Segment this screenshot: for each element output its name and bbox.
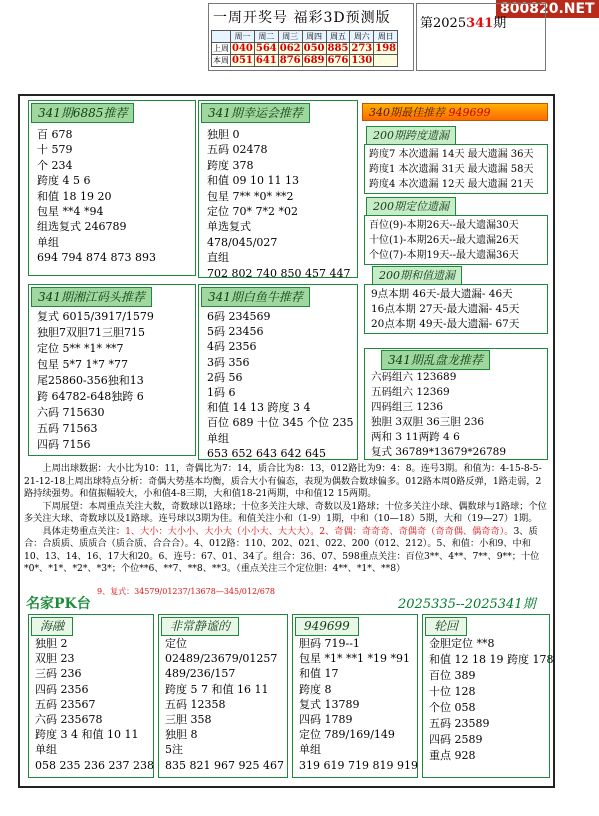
box-title: 非常静谧的 — [161, 617, 239, 636]
draw-number: 676 — [327, 55, 349, 66]
draw-number: 050 — [303, 43, 325, 54]
box-title: 341期幸运会推荐 — [201, 103, 310, 123]
day-header: 周日 — [374, 31, 398, 43]
draw-number: 062 — [279, 43, 301, 54]
site-watermark: 800820.NET — [496, 0, 599, 18]
box-content: 跨度7 本次遗漏 14天 最大遗漏 36天 跨度1 本次遗漏 31天 最大遗漏 58天 跨度4 本次遗漏 12天 最大遗漏 21天 — [369, 149, 534, 190]
day-header: 周六 — [350, 31, 374, 43]
pos-missing-title: 200期定位遗漏 — [366, 197, 456, 216]
draw-number: 689 — [303, 55, 325, 66]
recommend-box-lucky — [198, 100, 358, 278]
box-title: 341期湘江码头推荐 — [31, 287, 152, 307]
day-header: 周三 — [278, 31, 302, 43]
brand-label: 名家PK台 — [26, 596, 91, 612]
box-title: 341期6885推荐 — [31, 103, 134, 123]
recommend-box-xiangjiang — [28, 284, 196, 456]
table-row — [212, 31, 398, 43]
row-label: 上周 — [213, 44, 229, 53]
day-header: 周四 — [302, 31, 326, 43]
bottom-box-949699 — [292, 614, 418, 778]
weekly-draw-title: 一周开奖号 福彩3D预测版 — [213, 10, 391, 26]
box-content: 9点本期 46天-最大遗漏- 46天 16点本期 27天-最大遗漏- 45天 20点本期 49天-最大遗漏- 67天 — [371, 288, 520, 330]
weekly-draw-panel — [208, 3, 414, 71]
box-content: 百 678 十 579 个 234 跨度 4 5 6 和值 18 19 20 包星 **4 *94 组选复式 246789 单组 694 794 874 873 893 — [37, 128, 156, 265]
box-title: 海融 — [31, 617, 73, 636]
draw-number: 130 — [351, 55, 373, 66]
draw-number — [374, 55, 398, 67]
day-header: 周五 — [326, 31, 350, 43]
draw-number: 885 — [327, 43, 349, 54]
table-row — [212, 55, 398, 67]
span-missing-box — [364, 144, 548, 194]
box-title: 341期乱盘龙推荐 — [381, 350, 490, 370]
box-content: 定位 02489/23679/01257 489/236/157 跨度 5 7 和值 16 11 五码 12358 三胆 358 独胆 8 5注 835 821 967 925 467 — [165, 637, 284, 772]
table-row — [212, 43, 398, 55]
recommend-box-baiyu — [198, 284, 358, 460]
day-header: 周一 — [231, 31, 255, 43]
bottom-box-jingmi — [158, 614, 288, 778]
draw-number: 040 — [232, 43, 253, 54]
recommend-box-6885 — [28, 100, 196, 276]
draw-number: 564 — [255, 43, 277, 54]
key-trends: 具体走势重点关注：1、大小：大小小、大小大（小小大、大大大）。2、奇偶：奇奇奇、奇偶奇（奇奇偶、偶奇奇）。3、质合：合质质、质质合（质合质、合合合）。4、012路：110、202、021、022、200（012、212）。5、和值：小和9、中和10、13、14、16、17大和20。6、连号：67、01、34了。组合：36、07、598重点关注：百位3**、4**、7**、9**；十位*0*、*1*、*2*、*3*；个位**6、**7、**8、**3。（重点关注三个定位胆：4**、*1*、**8） — [24, 525, 540, 574]
sum-missing-title: 200期和值遗漏 — [372, 266, 462, 285]
draw-number: 273 — [351, 43, 373, 54]
box-content: 独胆 2 双胆 23 三码 236 四码 2356 五码 23567 六码 235678 跨度 3 4 和值 10 11 单组 058 235 236 237 238 — [35, 637, 154, 772]
draw-number: 051 — [232, 55, 253, 66]
day-header: 周二 — [254, 31, 278, 43]
box-title: 341期白鱼牛推荐 — [201, 287, 310, 307]
draw-number: 641 — [255, 55, 277, 66]
period-range: 2025335--2025341期 — [398, 597, 536, 612]
box-title: 轮回 — [425, 617, 467, 636]
pos-missing-box — [364, 215, 548, 265]
bottom-box-hairong — [28, 614, 154, 778]
box-content: 复式 6015/3917/1579 独胆7双胆71三胆715 定位 5** *1* **7 包星 5*7 1*7 *77 尾25860-356独和13 跨 64782-648独跨 6 六码 715630 五码 71563 四码 7156 — [37, 310, 154, 451]
analysis-text — [24, 463, 549, 576]
box-title: 949699 — [295, 617, 359, 636]
span-missing-title: 200期跨度遗漏 — [366, 126, 456, 145]
best-recommend-title: 340期最佳推荐 949699 — [362, 103, 548, 121]
dragon-recommend-box — [364, 348, 548, 460]
box-content: 胆码 719--1 包星 *1* **1 *19 *91 和值 17 跨度 8 复式 13789 四码 1789 定位 789/169/149 单组 319 619 719 819 919 — [299, 637, 418, 772]
box-content: 金胆定位 **8 和值 12 18 19 跨度 178 百位 389 十位 128 个位 058 五码 23589 四码 2589 重点 928 — [429, 637, 554, 762]
compound-line: 9、复式：34579/01237/13678—345/012/678 — [97, 587, 276, 596]
draw-number: 198 — [375, 43, 397, 54]
box-content: 六码组六 123689 五码组六 12369 四码组三 1236 独胆 3双胆 36三胆 236 两和 3 11两跨 4 6 复式 36789*13679*26789 — [371, 371, 507, 458]
draw-number: 876 — [279, 55, 301, 66]
issue-number: 第2025341期 — [420, 16, 507, 31]
box-content: 百位(9)-本期26天--最大遗漏30天 十位(1)-本期26天--最大遗漏26天 个位(7)-本期19天--最大遗漏36天 — [369, 220, 519, 261]
box-content: 6码 234569 5码 23456 4码 2356 3码 356 2码 56 1码 6 和值 14 13 跨度 3 4 百位 689 十位 345 个位 235 单组 653 652 643 642 645 — [207, 310, 354, 460]
next-week-outlook: 下周展望：本周重点关注大数，奇数球以1路球；十位多关注大球、奇数以及1路球；十位多关注小球、偶数球与1路球；个位多关注大球、奇数球以及1路球。连号球以3期为佳。和值关注小和（1-9）1期，中和（10—18）5期，大和（19—27）1期。 — [24, 500, 547, 524]
bottom-box-lunhui — [422, 614, 554, 778]
weekly-draw-table — [211, 30, 398, 67]
box-content: 独胆 0 五码 02478 跨度 378 和值 09 10 11 13 包星 7** *0* **2 定位 70* 7*2 *02 单选复式 478/045/027 直组 702 802 740 850 457 447 — [207, 128, 351, 280]
sum-missing-box — [364, 284, 548, 334]
last-week-analysis: 上周出球数据：大小比为10：11，奇偶比为7：14，质合比为8：13，012路比为9：4：8。连号3期。和值为：4-15-8-5-21-12-18上周出球特点分析：奇偶大势基本均衡，质合大小有偏态，表现为偶数合数球偏多。012路本周0路反弹，1路走弱，2路持续强势。和值振幅较大，小和值4-8三期，大和值18-21两期，中和值12 15两期。 — [24, 463, 542, 499]
row-label: 本周 — [213, 56, 229, 65]
